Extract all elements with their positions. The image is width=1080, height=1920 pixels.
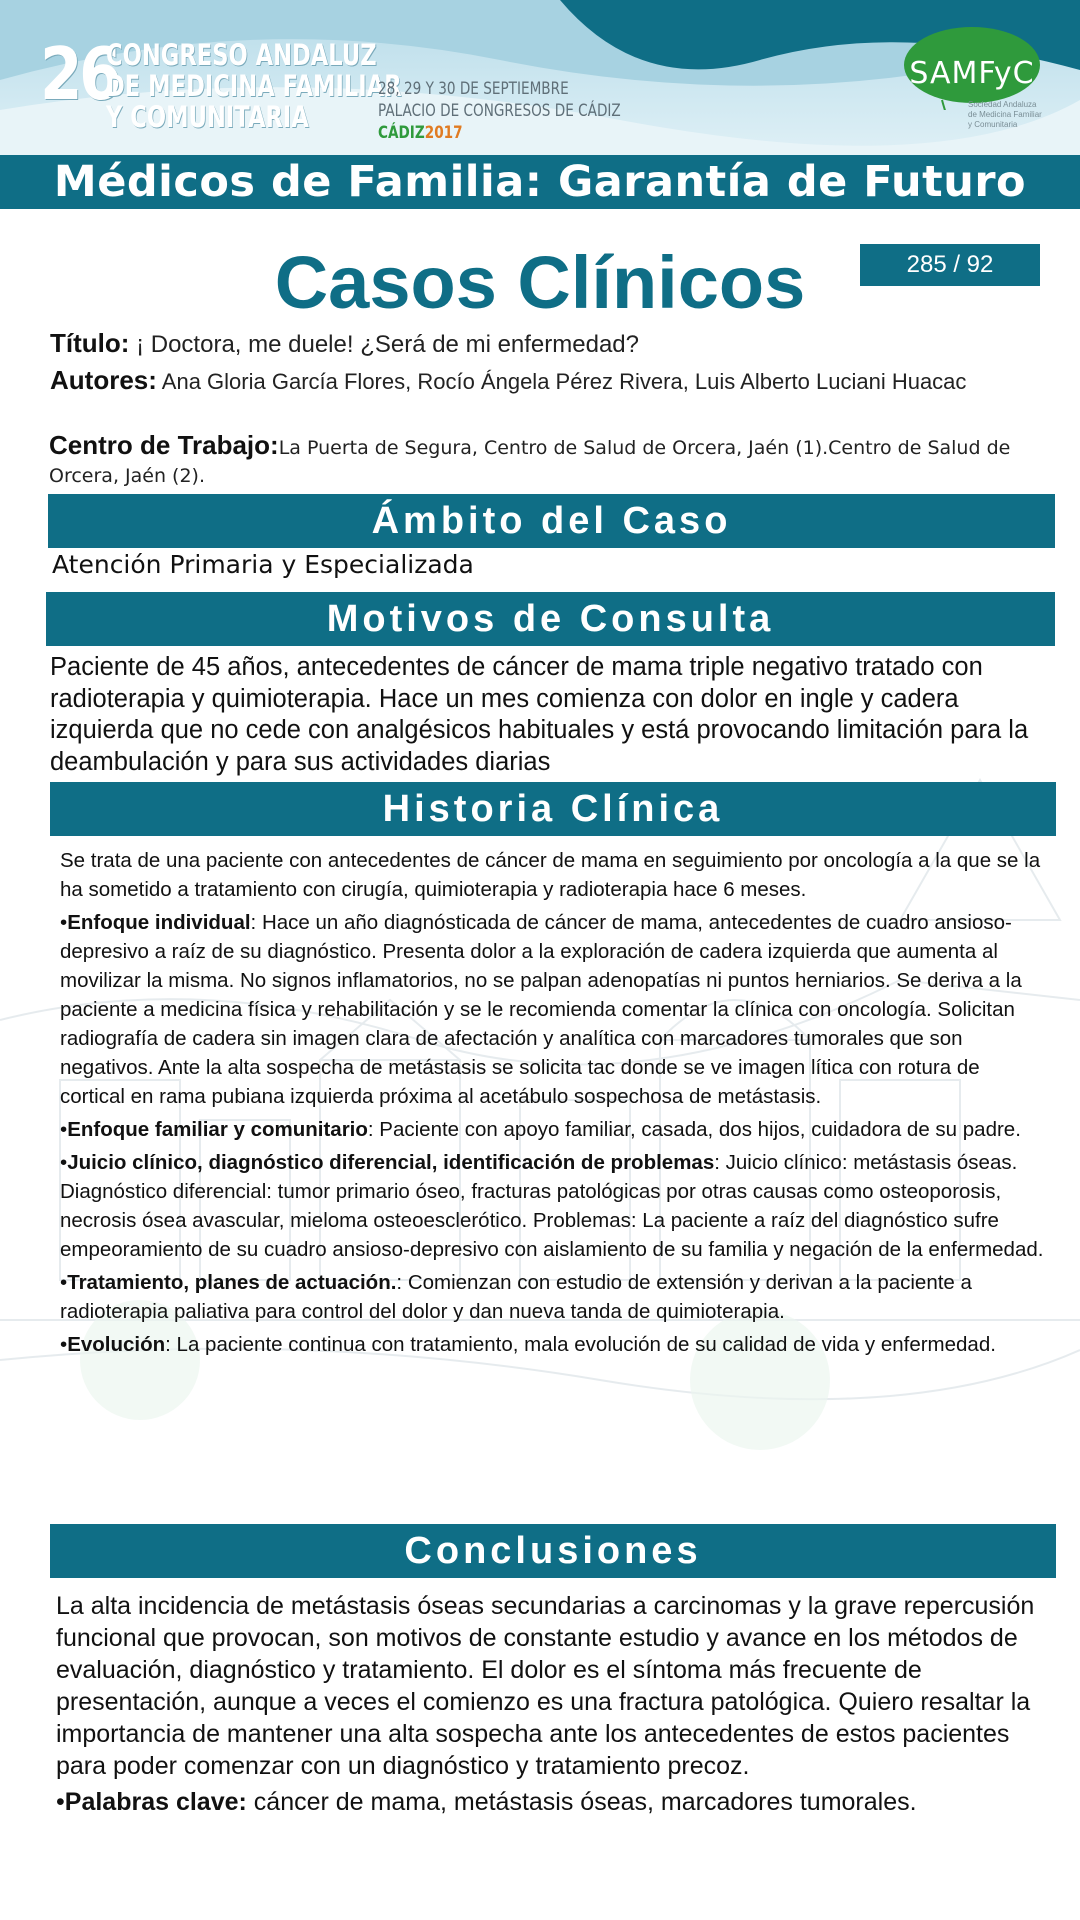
- header-banner: [0, 0, 1080, 155]
- case-id-badge: 285 / 92: [860, 244, 1040, 286]
- section-motivos-header: Motivos de Consulta: [46, 592, 1055, 646]
- historia-item: •Enfoque familiar y comunitario: Paciente con apoyo familiar, casada, dos hijos, cuidadora de su padre.: [60, 1118, 1021, 1141]
- ambito-text: Atención Primaria y Especializada: [52, 550, 474, 579]
- congress-name-line: CONGRESO ANDALUZ: [106, 38, 377, 72]
- section-ambito-header: Ámbito del Caso: [48, 494, 1055, 548]
- motivos-text: Paciente de 45 años, antecedentes de cáncer de mama triple negativo tratado con radioterapia y quimioterapia. Hace un mes comienza con dolor en ingle y cadera izquierda que no cede con analgésicos habituales y está provocando limitación para la deambulación y para sus actividades diarias: [50, 653, 1029, 776]
- autores-value: Ana Gloria García Flores, Rocío Ángela Pérez Rivera, Luis Alberto Luciani Huacac: [156, 369, 967, 394]
- historia-item: •Tratamiento, planes de actuación.: Comienzan con estudio de extensión y derivan a la paciente a radioterapia paliativa para control del dolor y dan nueva tanda de quimioterapia.: [60, 1271, 972, 1323]
- palabras-clave-text: cáncer de mama, metástasis óseas, marcadores tumorales.: [246, 1788, 917, 1816]
- logo-text: SAMFyC: [909, 56, 1035, 91]
- logo-subtitle-line: de Medicina Familiar: [968, 110, 1042, 119]
- titulo-value: ¡ Doctora, me duele! ¿Será de mi enfermedad?: [129, 331, 639, 358]
- historia-item: •Enfoque individual: Hace un año diagnósticada de cáncer de mama, antecedentes de cuadro ansioso-depresivo a raíz de su diagnóstico. Presenta dolor a la exploración de cadera izquierda que aumenta al movilizar la misma. No signos inflamatorios, no se palpan adenopatías ni puntos herniarios. Se deriva a la paciente a medicina física y rehabilitación y se le recomienda comentar la clínica con oncología. Solicitan radiografía de cadera sin imagen clara de afectación y analítica con marcadores tumorales que son negativos. Ante la alta sospecha de metástasis se solicita tac donde se ve imagen lítica con rotura de cortical en rama pubiana izquierda próxima al acetábulo sospechosa de metástasis.: [60, 911, 1022, 1108]
- section-conclusiones-header: Conclusiones: [50, 1524, 1056, 1578]
- congress-dates: 28, 29 Y 30 DE SEPTIEMBRE: [378, 79, 569, 99]
- autores-label: Autores:: [50, 365, 157, 395]
- centro-value: La Puerta de Segura, Centro de Salud de Orcera, Jaén (1).Centro de Salud de Orcera, Jaén (2).: [49, 437, 1011, 487]
- historia-item: •Juicio clínico, diagnóstico diferencial, identificación de problemas: Juicio clínico: metástasis óseas. Diagnóstico diferencial: tumor primario óseo, fracturas patológicas por otras causas como osteoporosis, necrosis ósea avascular, mieloma osteoesclerótico. Problemas: La paciente a raíz del diagnóstico sufre empeoramiento de su cuadro ansioso-depresivo con aislamiento de su familia y negación de la enfermedad.: [60, 1151, 1044, 1261]
- autores-row: [50, 366, 1050, 399]
- samfyc-logo: [902, 20, 1042, 140]
- congress-venue: PALACIO DE CONGRESOS DE CÁDIZ: [378, 101, 621, 121]
- logo-subtitle-line: Sociedad Andaluza: [968, 100, 1037, 109]
- congress-info: [378, 78, 621, 144]
- historia-item-text: : Paciente con apoyo familiar, casada, dos hijos, cuidadora de su padre.: [367, 1118, 1021, 1141]
- congress-name-line: DE MEDICINA FAMILIAR: [106, 69, 402, 103]
- logo-subtitle: [968, 100, 1048, 130]
- congress-name: [106, 38, 402, 134]
- historia-item-label: Juicio clínico, diagnóstico diferencial, identificación de problemas: [67, 1151, 715, 1174]
- congress-city-name: CÁDIZ: [378, 123, 425, 143]
- palabras-clave: •Palabras clave: cáncer de mama, metástasis óseas, marcadores tumorales.: [56, 1788, 917, 1816]
- conclusiones-body: [56, 1590, 1050, 1822]
- historia-item-text: : La paciente continua con tratamiento, mala evolución de su calidad de vida y enfermedad.: [165, 1333, 996, 1356]
- historia-item: •Evolución: La paciente continua con tratamiento, mala evolución de su calidad de vida y enfermedad.: [60, 1333, 996, 1356]
- historia-item-text: : Comienzan con estudio de extensión y derivan a la paciente a radioterapia paliativa para control del dolor y dan nueva tanda de quimioterapia.: [60, 1271, 972, 1323]
- slogan-bar: Médicos de Familia: Garantía de Futuro: [0, 155, 1080, 209]
- congress-city: [378, 122, 621, 144]
- section-historia-header: Historia Clínica: [50, 782, 1056, 836]
- historia-item-text: : Hace un año diagnósticada de cáncer de mama, antecedentes de cuadro ansioso-depresivo a raíz de su diagnóstico. Presenta dolor a la exploración de cadera izquierda que aumenta al movilizar la misma. No signos inflamatorios, no se palpan adenopatías ni puntos herniarios. Se deriva a la paciente a medicina física y rehabilitación y se le recomienda comentar la clínica con oncología. Solicitan radiografía de cadera sin imagen clara de afectación y analítica con marcadores tumorales que son negativos. Ante la alta sospecha de metástasis se solicita tac donde se ve imagen lítica con rotura de cortical en rama pubiana izquierda próxima al acetábulo sospechosa de metástasis.: [60, 911, 1022, 1108]
- historia-item-label: Enfoque familiar y comunitario: [67, 1118, 368, 1141]
- page-title: Casos Clínicos: [274, 241, 806, 324]
- congress-year: 2017: [424, 123, 463, 143]
- historia-item-label: Tratamiento, planes de actuación.: [67, 1271, 397, 1294]
- historia-item-text: : Juicio clínico: metástasis óseas. Diagnóstico diferencial: tumor primario óseo, fracturas patológicas por otras causas como osteoporosis, necrosis ósea avascular, mieloma osteoesclerótico. Problemas: La paciente a raíz del diagnóstico sufre empeoramiento de su cuadro ansioso-depresivo con aislamiento de su familia y negación de la enfermedad.: [60, 1151, 1044, 1261]
- centro-label: Centro de Trabajo:: [49, 430, 279, 460]
- titulo-row: [50, 328, 1050, 359]
- congress-number: 26: [40, 32, 119, 116]
- historia-item-label: Evolución: [67, 1333, 166, 1356]
- historia-body: [60, 846, 1050, 1363]
- logo-subtitle-line: y Comunitaria: [968, 120, 1018, 129]
- historia-item-label: Enfoque individual: [67, 911, 251, 934]
- historia-intro: Se trata de una paciente con antecedentes de cáncer de mama en seguimiento por oncología a la que se la ha sometido a tratamiento con cirugía, quimioterapia y radioterapia hace 6 meses.: [60, 849, 1041, 901]
- congress-name-line: Y COMUNITARIA: [106, 100, 309, 134]
- palabras-clave-label: Palabras clave:: [64, 1788, 247, 1816]
- centro-row: [49, 432, 1049, 491]
- conclusiones-text: La alta incidencia de metástasis óseas secundarias a carcinomas y la grave repercusión funcional que provocan, son motivos de constante estudio y avance en los métodos de evaluación, diagnóstico y tratamiento. El dolor es el síntoma más frecuente de presentación, aunque a veces el comienzo es una fractura patológica. Quiero resaltar la importancia de mantener una alta sospecha ante los antecedentes de estos pacientes para poder comenzar con un diagnóstico y tratamiento precoz.: [56, 1592, 1035, 1780]
- titulo-label: Título:: [50, 328, 130, 358]
